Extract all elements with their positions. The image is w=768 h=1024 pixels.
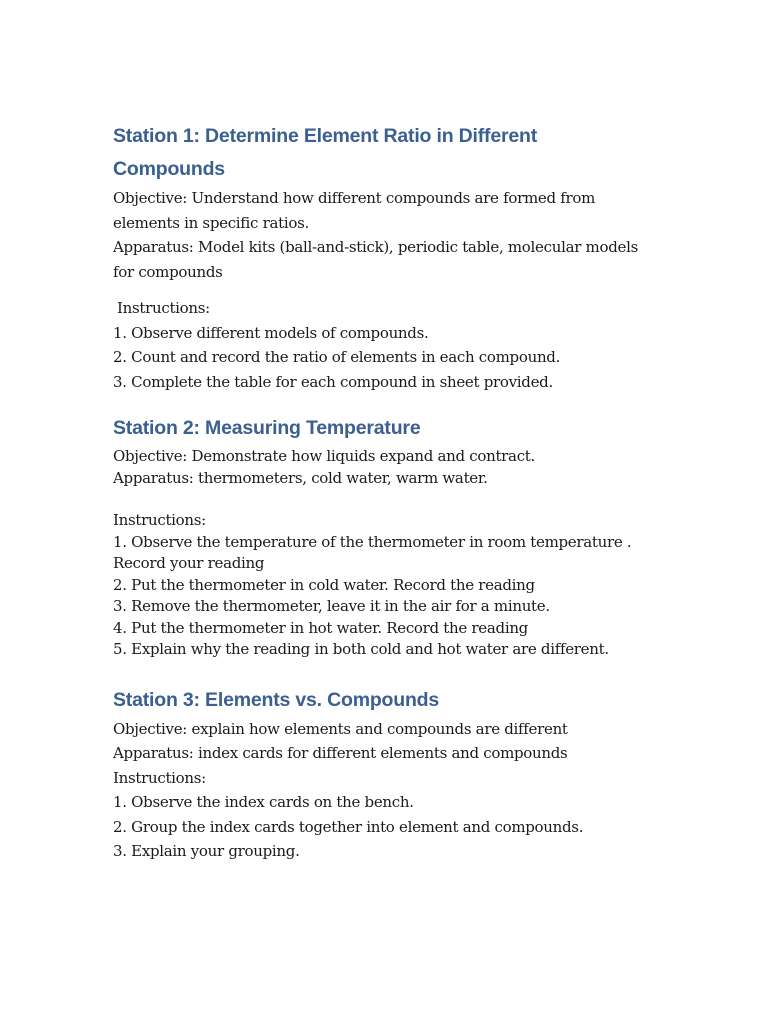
station-2-objective: Objective: Demonstrate how liquids expand and contract. (113, 447, 535, 465)
station-3-instruction-3: 3. Explain your grouping. (113, 842, 300, 860)
station-1-apparatus-line-2: for compounds (113, 262, 223, 281)
station-2-instruction-1-continued: Record your reading (113, 554, 265, 572)
station-2-instruction-2: 2. Put the thermometer in cold water. Record the reading (113, 575, 535, 594)
station-1-instructions-label: Instructions: (117, 299, 210, 317)
station-2-instruction-3: 3. Remove the thermometer, leave it in the air for a minute. (113, 597, 550, 615)
station-2-instructions-label: Instructions: (113, 511, 206, 529)
station-2-section (113, 414, 673, 661)
station-1-heading-line-2: Compounds (113, 158, 225, 180)
station-3-objective: Objective: explain how elements and compounds are different (113, 719, 568, 738)
station-1-instruction-3: 3. Complete the table for each compound in sheet provided. (113, 372, 553, 391)
station-2-instruction-5: 5. Explain why the reading in both cold and hot water are different. (113, 640, 609, 658)
station-3-apparatus: Apparatus: index cards for different elements and compounds (113, 744, 568, 762)
station-1-objective-line-1: Objective: Understand how different compounds are formed from (113, 189, 595, 207)
station-2-heading: Station 2: Measuring Temperature (113, 417, 421, 439)
station-2-instruction-1: 1. Observe the temperature of the thermometer in room temperature . (113, 532, 632, 551)
station-1-section (113, 120, 673, 394)
station-3-instruction-1: 1. Observe the index cards on the bench. (113, 793, 414, 811)
station-1-apparatus-line-1: Apparatus: Model kits (ball-and-stick), periodic table, molecular models (113, 238, 638, 256)
station-1-heading (113, 120, 673, 186)
station-3-instruction-2: 2. Group the index cards together into element and compounds. (113, 817, 584, 836)
station-1-objective-line-2: elements in specific ratios. (113, 213, 309, 232)
document-content (113, 120, 673, 864)
station-2-instruction-4: 4. Put the thermometer in hot water. Record the reading (113, 618, 528, 637)
station-1-instruction-1: 1. Observe different models of compounds. (113, 323, 429, 342)
station-3-heading: Station 3: Elements vs. Compounds (113, 688, 440, 711)
station-1-instruction-2: 2. Count and record the ratio of elements in each compound. (113, 348, 561, 366)
station-2-apparatus: Apparatus: thermometers, cold water, warm water. (113, 468, 488, 487)
station-3-instructions-label: Instructions: (113, 768, 206, 787)
station-1-heading-line-1: Station 1: Determine Element Ratio in Different (113, 125, 537, 147)
station-3-section (113, 686, 673, 864)
